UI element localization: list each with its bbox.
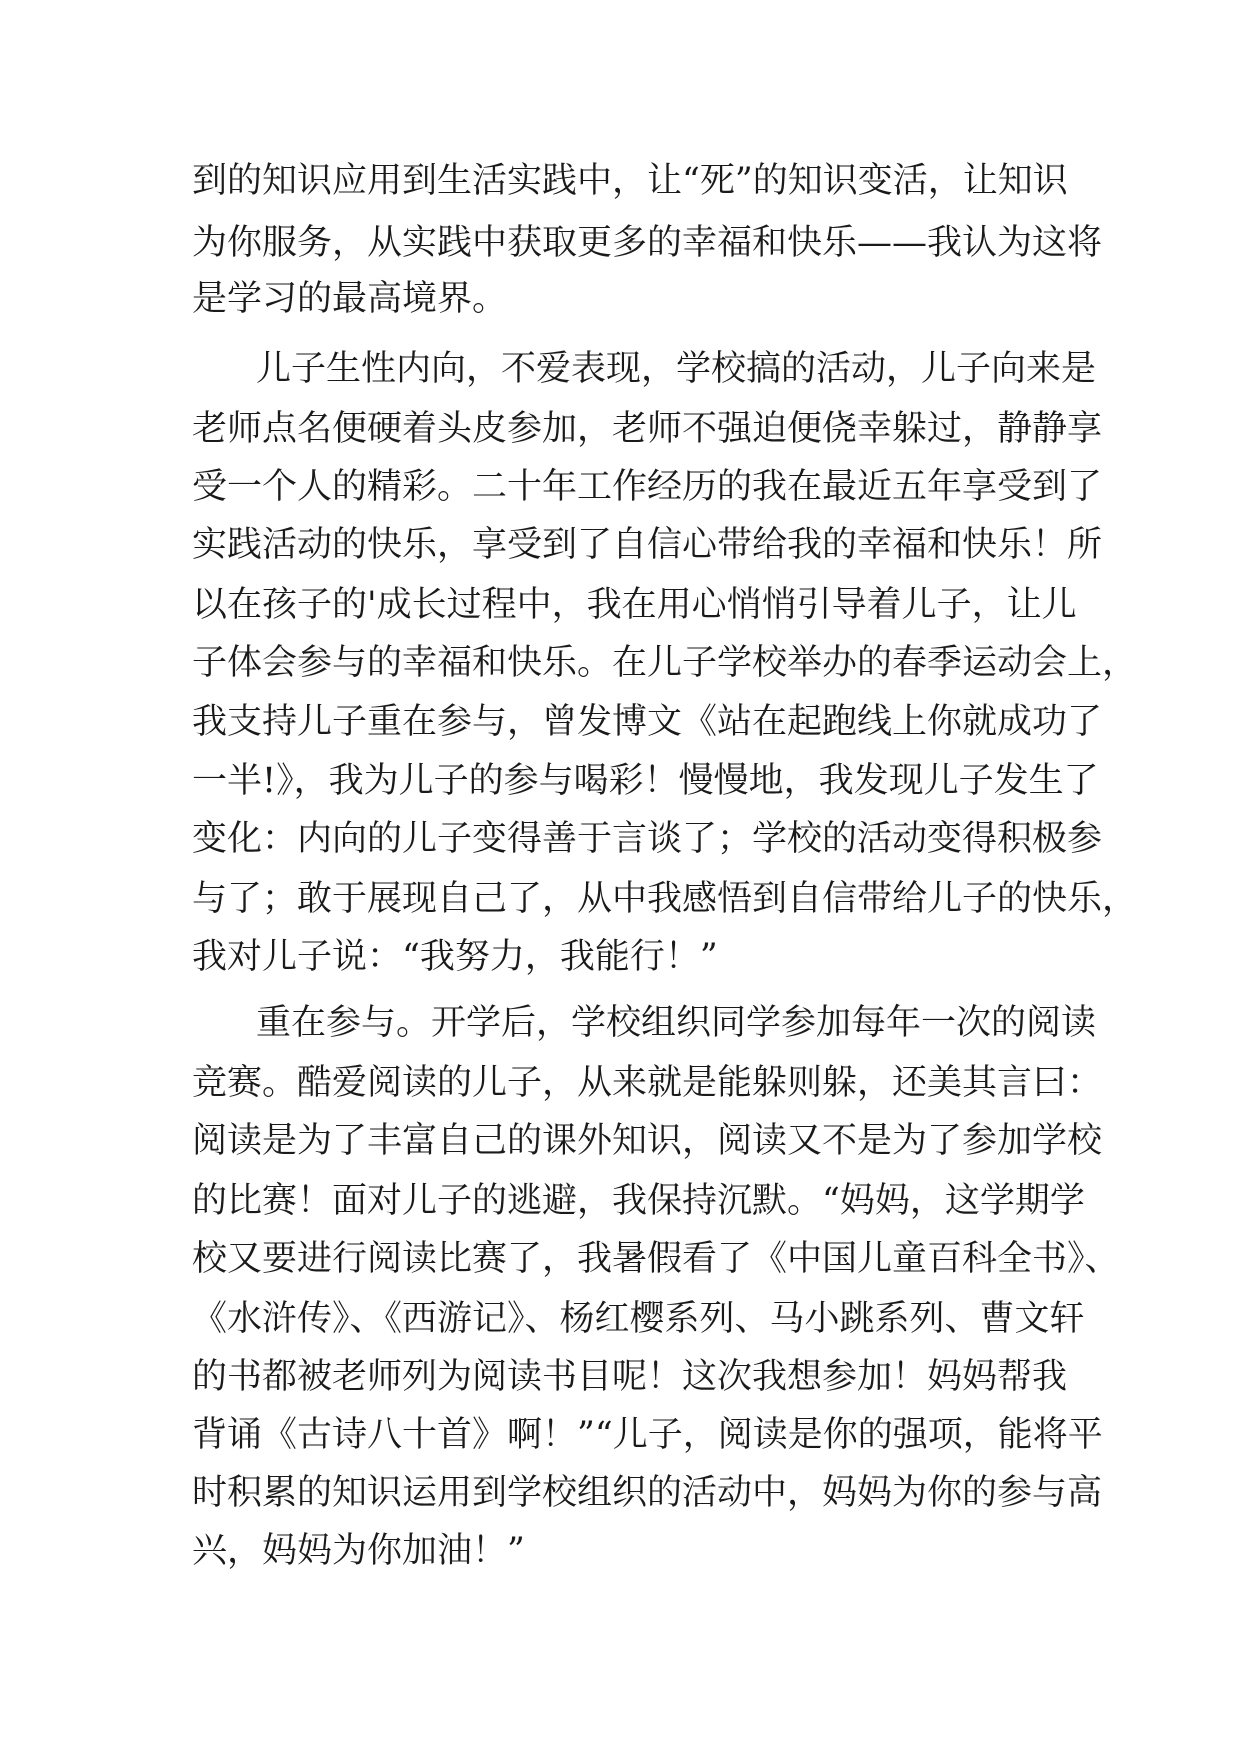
text-line: 以在孩子的'成长过程中，我在用心悄悄引导着儿子，让儿 bbox=[192, 585, 1077, 625]
text-line: 背诵《古诗八十首》啊！”“儿子，阅读是你的强项，能将平 bbox=[192, 1415, 1103, 1455]
text-line: 实践活动的快乐，享受到了自信心带给我的幸福和快乐！所 bbox=[192, 525, 1103, 565]
paragraph-start-line: 重在参与。开学后，学校组织同学参加每年一次的阅读 bbox=[256, 1003, 1097, 1043]
text-line: 我对儿子说：“我努力，我能行！” bbox=[192, 937, 718, 977]
paragraph-start-line: 儿子生性内向，不爱表现，学校搞的活动，儿子向来是 bbox=[256, 349, 1097, 389]
text-line: 一半!》，我为儿子的参与喝彩！慢慢地，我发现儿子发生了 bbox=[192, 761, 1099, 801]
text-line: 的书都被老师列为阅读书目呢！这次我想参加！妈妈帮我 bbox=[192, 1357, 1068, 1397]
text-line: 到的知识应用到生活实践中，让“死”的知识变活，让知识 bbox=[192, 161, 1068, 201]
text-line: 为你服务，从实践中获取更多的幸福和快乐——我认为这将 bbox=[192, 223, 1103, 263]
text-line: 与了；敢于展现自己了，从中我感悟到自信带给儿子的快乐， bbox=[192, 879, 1138, 919]
text-line: 是学习的最高境界。 bbox=[192, 279, 508, 319]
text-line: 竞赛。酷爱阅读的儿子，从来就是能躲则躲，还美其言曰： bbox=[192, 1063, 1103, 1103]
text-line: 老师点名便硬着头皮参加，老师不强迫便侥幸躲过，静静享 bbox=[192, 409, 1103, 449]
text-line: 阅读是为了丰富自己的课外知识，阅读又不是为了参加学校 bbox=[192, 1121, 1103, 1161]
text-line: 子体会参与的幸福和快乐。在儿子学校举办的春季运动会上， bbox=[192, 643, 1138, 683]
text-line: 的比赛！面对儿子的逃避，我保持沉默。“妈妈，这学期学 bbox=[192, 1181, 1085, 1221]
text-line: 《水浒传》、《西游记》、杨红樱系列、马小跳系列、曹文轩 bbox=[192, 1299, 1085, 1339]
text-line: 我支持儿子重在参与，曾发博文《站在起跑线上你就成功了 bbox=[192, 702, 1103, 742]
text-line: 受一个人的精彩。二十年工作经历的我在最近五年享受到了 bbox=[192, 467, 1103, 507]
text-line: 变化：内向的儿子变得善于言谈了；学校的活动变得积极参 bbox=[192, 819, 1103, 859]
text-line: 兴，妈妈为你加油！” bbox=[192, 1531, 525, 1571]
text-line: 时积累的知识运用到学校组织的活动中，妈妈为你的参与高 bbox=[192, 1473, 1103, 1513]
text-line: 校又要进行阅读比赛了，我暑假看了《中国儿童百科全书》、 bbox=[192, 1239, 1120, 1279]
